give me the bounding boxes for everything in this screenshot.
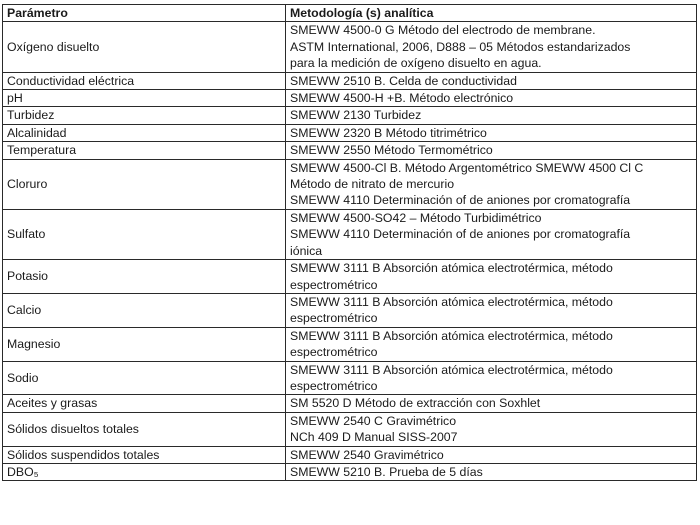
method-cell: [286, 72, 697, 89]
parameter-cell: Aceites y grasas: [3, 395, 286, 412]
table-row: [3, 142, 697, 159]
table-body: [3, 22, 697, 481]
method-line: SMEWW 2510 B. Celda de conductividad: [290, 73, 517, 88]
parameter-cell: DBO₅: [3, 463, 286, 480]
method-line: SMEWW 3111 B Absorción atómica electrotérmica, método: [290, 328, 613, 343]
parameter-cell: Magnesio: [3, 327, 286, 361]
method-line: SMEWW 2540 Gravimétrico: [290, 447, 444, 462]
method-line: ASTM International, 2006, D888 – 05 Métodos estandarizados: [290, 39, 631, 54]
method-cell: [286, 260, 697, 294]
method-cell: [286, 446, 697, 463]
method-line: SMEWW 5210 B. Prueba de 5 días: [290, 464, 483, 479]
method-line: espectrométrico: [290, 277, 378, 292]
method-line: SMEWW 2540 C Gravimétrico: [290, 413, 457, 428]
method-line: SMEWW 2320 B Método titrimétrico: [290, 125, 487, 140]
table-row: [3, 293, 697, 327]
method-line: SMEWW 2550 Método Termométrico: [290, 143, 493, 158]
table-row: [3, 446, 697, 463]
method-cell: [286, 463, 697, 480]
method-line: SM 5520 D Método de extracción con Soxhlet: [290, 396, 541, 411]
method-line: para la medición de oxígeno disuelto en agua.: [290, 56, 542, 71]
parameter-cell: Cloruro: [3, 159, 286, 209]
method-line: espectrométrico: [290, 311, 378, 326]
table-header-row: [3, 5, 697, 22]
method-line: SMEWW 4110 Determinación of de aniones por cromatografía: [290, 193, 631, 208]
header-method: Metodología (s) analítica: [286, 5, 697, 22]
table-row: [3, 412, 697, 446]
table-row: [3, 395, 697, 412]
parameter-cell: pH: [3, 90, 286, 107]
method-line: SMEWW 4500-0 G Método del electrodo de membrane.: [290, 23, 596, 38]
method-line: SMEWW 3111 B Absorción atómica electrotérmica, método: [290, 261, 613, 276]
parameter-cell: Potasio: [3, 260, 286, 294]
table-row: [3, 90, 697, 107]
method-line: SMEWW 4500-SO42 – Método Turbidimétrico: [290, 210, 542, 225]
parameter-cell: Sólidos disueltos totales: [3, 412, 286, 446]
table-row: [3, 22, 697, 72]
method-cell: [286, 361, 697, 395]
method-line: NCh 409 D Manual SISS-2007: [290, 430, 458, 445]
method-line: SMEWW 2130 Turbidez: [290, 108, 422, 123]
methods-table: [2, 4, 697, 481]
table-row: [3, 209, 697, 259]
method-cell: [286, 395, 697, 412]
method-cell: [286, 22, 697, 72]
parameter-cell: Alcalinidad: [3, 124, 286, 141]
method-line: iónica: [290, 243, 323, 258]
parameter-cell: Conductividad eléctrica: [3, 72, 286, 89]
method-cell: [286, 90, 697, 107]
method-cell: [286, 293, 697, 327]
method-line: SMEWW 4500-H +B. Método electrónico: [290, 91, 514, 106]
parameter-cell: Calcio: [3, 293, 286, 327]
table-row: [3, 72, 697, 89]
table-row: [3, 327, 697, 361]
method-cell: [286, 327, 697, 361]
header-parameter: Parámetro: [3, 5, 286, 22]
table-row: [3, 124, 697, 141]
method-cell: [286, 124, 697, 141]
table-row: [3, 463, 697, 480]
parameter-cell: Sólidos suspendidos totales: [3, 446, 286, 463]
method-line: SMEWW 4500-Cl B. Método Argentométrico SMEWW 4500 Cl C: [290, 160, 644, 175]
method-line: espectrométrico: [290, 345, 378, 360]
method-line: SMEWW 3111 B Absorción atómica electrotérmica, método: [290, 294, 613, 309]
parameter-cell: Oxígeno disuelto: [3, 22, 286, 72]
parameter-cell: Temperatura: [3, 142, 286, 159]
method-line: Método de nitrato de mercurio: [290, 177, 455, 192]
parameter-cell: Sulfato: [3, 209, 286, 259]
method-cell: [286, 412, 697, 446]
table-row: [3, 107, 697, 124]
method-line: SMEWW 4110 Determinación of de aniones por cromatografía: [290, 227, 631, 242]
method-line: espectrométrico: [290, 378, 378, 393]
parameter-cell: Turbidez: [3, 107, 286, 124]
table-row: [3, 159, 697, 209]
parameter-cell: Sodio: [3, 361, 286, 395]
method-cell: [286, 159, 697, 209]
method-cell: [286, 107, 697, 124]
method-cell: [286, 209, 697, 259]
table-row: [3, 260, 697, 294]
method-cell: [286, 142, 697, 159]
method-line: SMEWW 3111 B Absorción atómica electrotérmica, método: [290, 362, 613, 377]
table-row: [3, 361, 697, 395]
